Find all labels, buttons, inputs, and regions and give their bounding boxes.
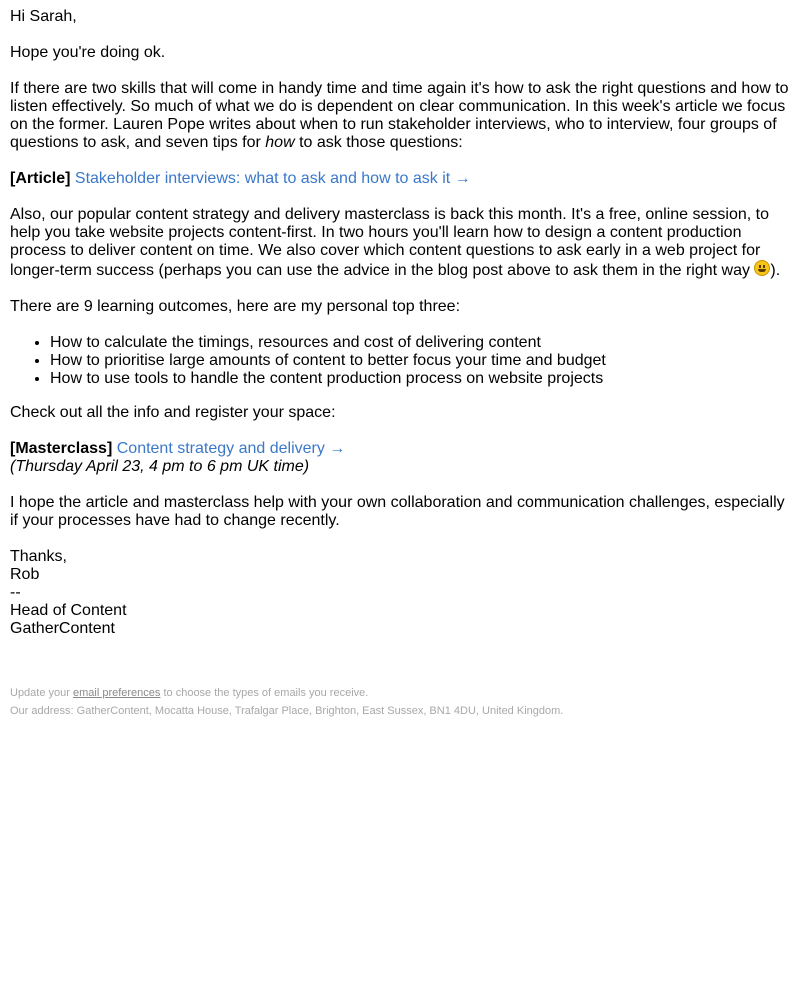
signature-company: GatherContent bbox=[10, 620, 115, 637]
article-link[interactable]: Stakeholder interviews: what to ask and how to ask it → bbox=[74, 170, 471, 187]
intro-paragraph bbox=[10, 80, 790, 152]
list-item: • How to prioritise large amounts of content to better focus your time and budget bbox=[50, 352, 790, 370]
outcomes-list bbox=[10, 334, 790, 388]
article-line bbox=[10, 170, 790, 188]
signature-name: Rob bbox=[10, 566, 40, 583]
intro-emphasis: how bbox=[265, 134, 295, 151]
list-item: • How to calculate the timings, resources and cost of delivering content bbox=[50, 334, 790, 352]
masterclass-intro-closing: ). bbox=[770, 262, 781, 279]
email-preferences-link[interactable]: email preferences bbox=[72, 687, 161, 699]
greeting: Hi Sarah, bbox=[10, 8, 77, 25]
masterclass-date: (Thursday April 23, 4 pm to 6 pm UK time) bbox=[10, 458, 310, 475]
signature bbox=[10, 548, 790, 638]
intro-text: If there are two skills that will come in handy time and time again it's how to ask the right questions and how to listen effectively. So much of what we do is dependent on clear communication. In this week's article we focus on the former. Lauren Pope writes about when to run stakeholder interviews, who to interview, four groups of questions to ask, and seven tips for bbox=[10, 80, 789, 151]
list-item: • How to use tools to handle the content production process on website projects bbox=[50, 370, 790, 388]
masterclass-tag: [Masterclass] bbox=[10, 440, 113, 457]
opening-line: Hope you're doing ok. bbox=[10, 44, 166, 61]
address-line: Our address: GatherContent, Mocatta House, Trafalgar Place, Brighton, East Sussex, BN1 4DU, United Kingdom. bbox=[10, 705, 564, 717]
preferences-text-end: to choose the types of emails you receive. bbox=[160, 687, 369, 699]
email-footer bbox=[10, 684, 790, 720]
preferences-text: Update your bbox=[10, 687, 73, 699]
signature-role: Head of Content bbox=[10, 602, 127, 619]
masterclass-intro-paragraph bbox=[10, 206, 790, 280]
outcomes-intro: There are 9 learning outcomes, here are my personal top three: bbox=[10, 298, 461, 315]
intro-text-end: to ask those questions: bbox=[294, 134, 463, 151]
closing-paragraph: I hope the article and masterclass help with your own collaboration and communication challenges, especially if your processes have had to change recently. bbox=[10, 494, 785, 529]
masterclass-block bbox=[10, 440, 790, 476]
preferences-line bbox=[10, 684, 790, 702]
article-tag: [Article] bbox=[10, 170, 71, 187]
signature-separator: -- bbox=[10, 584, 21, 601]
masterclass-intro-text: Also, our popular content strategy and delivery masterclass is back this month. It's a free, online session, to help you take website projects content-first. In two hours you'll learn how to design a content production process to deliver content on time. We also cover which content questions to ask early in a web project for longer-term success (perhaps you can use the advice in the blog post above to ask them in the right way bbox=[10, 206, 769, 279]
masterclass-link[interactable]: Content strategy and delivery → bbox=[116, 440, 346, 457]
register-prompt: Check out all the info and register your space: bbox=[10, 404, 336, 421]
smiley-face-icon bbox=[754, 260, 770, 276]
signature-thanks: Thanks, bbox=[10, 548, 67, 565]
